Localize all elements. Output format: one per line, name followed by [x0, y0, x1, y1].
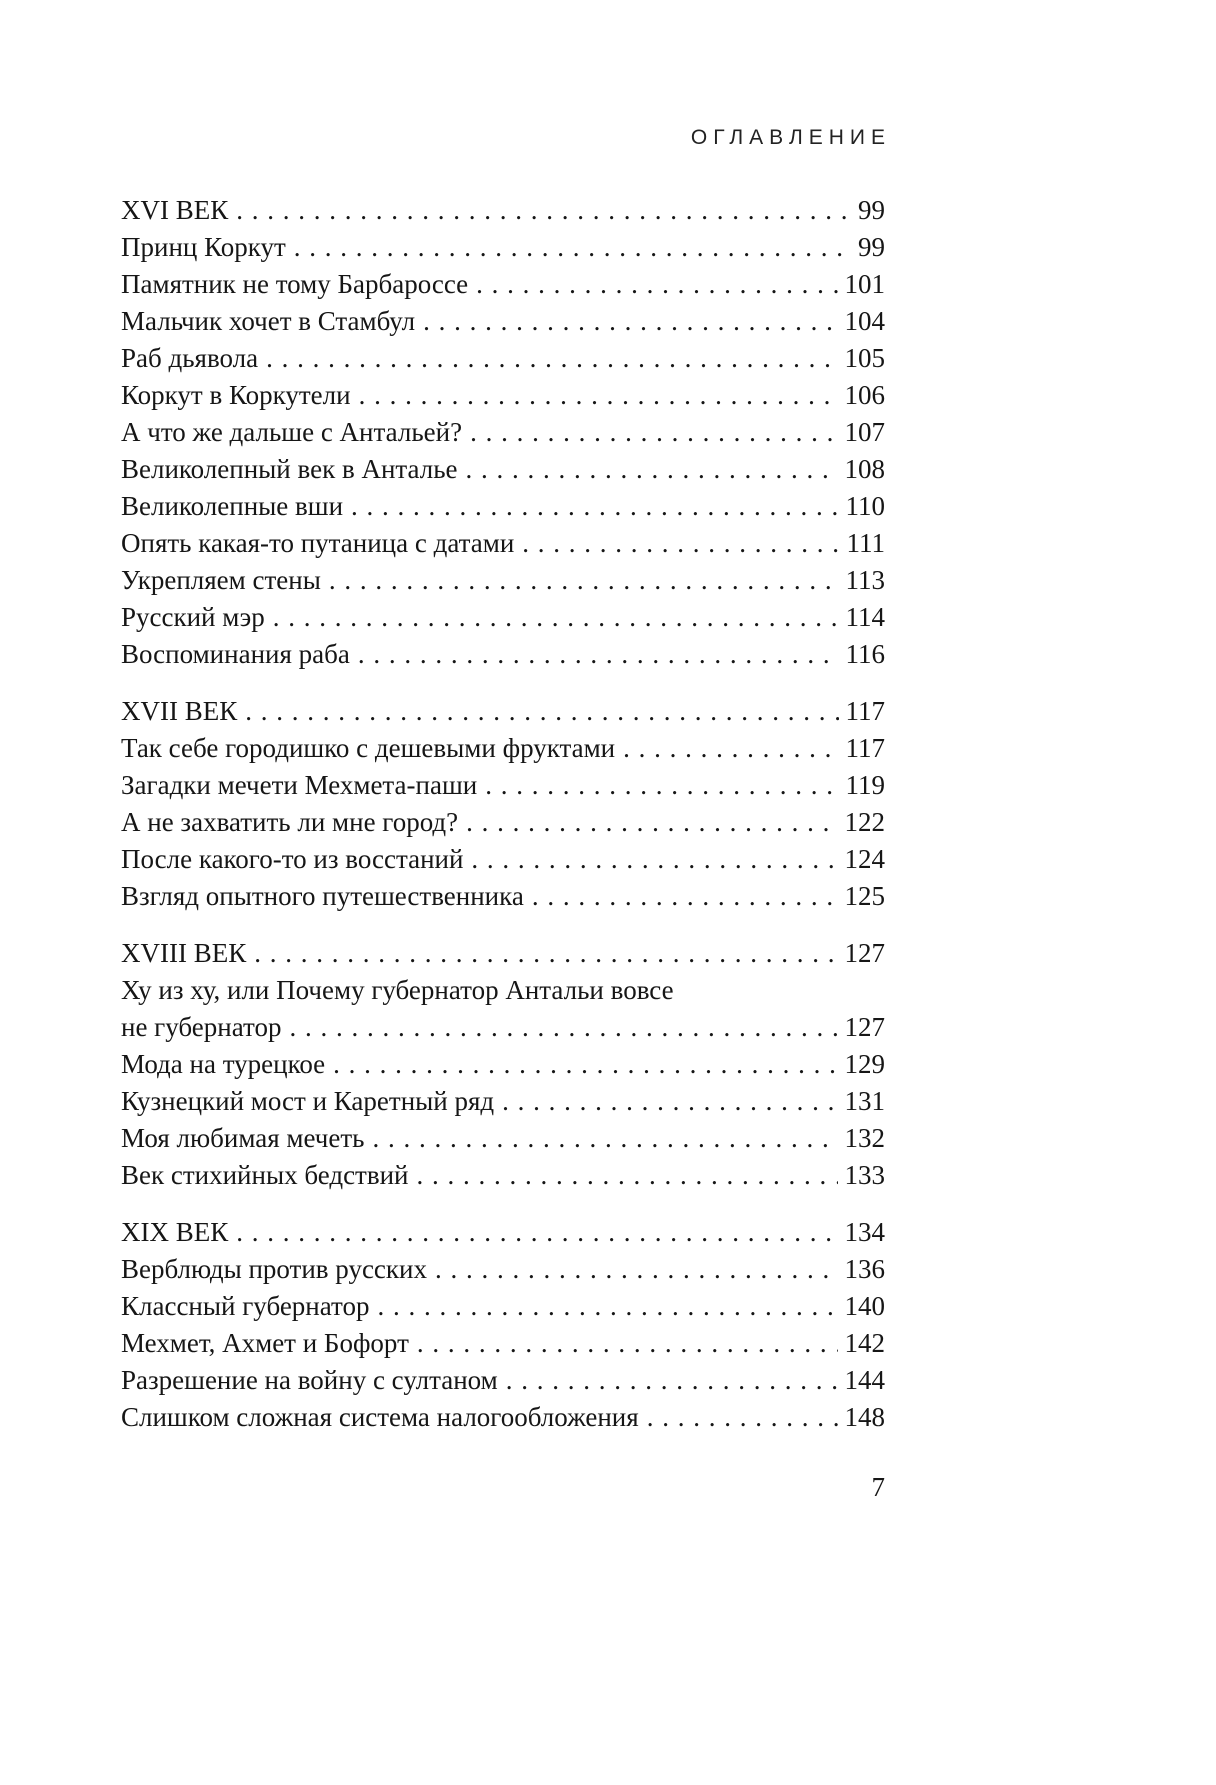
toc-entry — [121, 1214, 885, 1251]
toc-dot-leader — [289, 1009, 837, 1046]
toc-dot-leader — [236, 192, 851, 229]
toc-entry-title: Классный губернатор — [121, 1291, 370, 1321]
page-header — [121, 126, 891, 150]
toc-entry-title: Ху из ху, или Почему губернатор Антальи вовсе — [121, 975, 674, 1005]
toc-entry-page: 117 — [845, 733, 885, 763]
toc-dot-leader — [254, 935, 837, 972]
toc-dot-leader — [266, 340, 837, 377]
toc-entry — [121, 414, 885, 451]
toc-entry-page: 136 — [844, 1254, 885, 1284]
toc-dot-leader — [522, 525, 839, 562]
toc-entry-title: А не захватить ли мне город? — [121, 807, 459, 837]
toc-entry — [121, 1120, 885, 1157]
toc-dot-leader — [532, 878, 838, 915]
toc-entry-title: Кузнецкий мост и Каретный ряд — [121, 1086, 495, 1116]
toc-entry — [121, 525, 885, 562]
toc-entry — [121, 1399, 885, 1436]
toc-entry-title: Раб дьявола — [121, 343, 259, 373]
page-number: 7 — [871, 1472, 885, 1502]
toc-entry-title: Мода на турецкое — [121, 1049, 326, 1079]
toc-entry — [121, 636, 885, 673]
toc-entry — [121, 878, 885, 915]
toc-dot-leader — [294, 229, 851, 266]
toc-dot-leader — [470, 414, 837, 451]
toc-entry-title: Верблюды против русских — [121, 1254, 427, 1284]
toc-entry-title: Памятник не тому Барбароссе — [121, 269, 469, 299]
toc-entry-title: Воспоминания раба — [121, 639, 350, 669]
toc-entry-title: Так себе городишко с дешевыми фруктами — [121, 733, 616, 763]
toc-entry — [121, 303, 885, 340]
toc-entry — [121, 1083, 885, 1120]
toc-entry — [121, 599, 885, 636]
toc-entry — [121, 451, 885, 488]
toc-entry-page: 142 — [844, 1328, 885, 1358]
toc-entry — [121, 972, 885, 1009]
toc-entry — [121, 1157, 885, 1194]
toc-entry — [121, 1251, 885, 1288]
toc-entry — [121, 767, 885, 804]
toc-dot-leader — [485, 767, 838, 804]
toc-section — [121, 693, 885, 915]
toc-entry-page: 127 — [844, 938, 885, 968]
toc-entry-page: 129 — [844, 1049, 885, 1079]
toc-entry-page: 111 — [846, 528, 885, 558]
toc-dot-leader — [647, 1399, 838, 1436]
toc-entry-title: Взгляд опытного путешественника — [121, 881, 524, 911]
toc-entry-title: После какого-то из восстаний — [121, 844, 464, 874]
toc-dot-leader — [273, 599, 839, 636]
toc-entry-page: 131 — [844, 1086, 885, 1116]
toc-entry-title: Загадки мечети Мехмета-паши — [121, 770, 478, 800]
toc-dot-leader — [351, 488, 838, 525]
toc-entry-title: Русский мэр — [121, 602, 265, 632]
toc-entry — [121, 1009, 885, 1046]
toc-entry — [121, 1325, 885, 1362]
toc-dot-leader — [476, 266, 837, 303]
toc-entry-title: Опять какая-то путаница с датами — [121, 528, 515, 558]
toc-entry — [121, 804, 885, 841]
toc-entry-title: XVII ВЕК — [121, 696, 238, 726]
toc-entry-title: Коркут в Коркутели — [121, 380, 351, 410]
toc-dot-leader — [623, 730, 838, 767]
toc-entry-page: 117 — [845, 696, 885, 726]
toc-entry-title: Век стихийных бедствий — [121, 1160, 409, 1190]
toc-dot-leader — [466, 451, 838, 488]
toc-entry-title: Мальчик хочет в Стамбул — [121, 306, 416, 336]
toc-entry-page: 113 — [845, 565, 885, 595]
toc-dot-leader — [471, 841, 837, 878]
toc-entry — [121, 841, 885, 878]
toc-dot-leader — [423, 303, 837, 340]
toc-entry — [121, 693, 885, 730]
toc-dot-leader — [333, 1046, 837, 1083]
toc-entry-page: 106 — [844, 380, 885, 410]
toc-entry-page: 105 — [844, 343, 885, 373]
toc-dot-leader — [502, 1083, 837, 1120]
toc-entry-page: 116 — [845, 639, 885, 669]
toc-dot-leader — [372, 1120, 837, 1157]
toc-entry — [121, 730, 885, 767]
toc-entry-page: 119 — [845, 770, 885, 800]
toc-entry — [121, 488, 885, 525]
toc-entry-page: 148 — [844, 1402, 885, 1432]
toc-section — [121, 1214, 885, 1436]
toc-entry-title: Моя любимая мечеть — [121, 1123, 365, 1153]
toc-dot-leader — [417, 1325, 838, 1362]
toc-dot-leader — [417, 1157, 838, 1194]
toc-dot-leader — [245, 693, 838, 730]
toc-entry-page: 140 — [844, 1291, 885, 1321]
toc-entry-page: 104 — [844, 306, 885, 336]
toc-entry-page: 107 — [844, 417, 885, 447]
toc-dot-leader — [236, 1214, 837, 1251]
toc-entry — [121, 377, 885, 414]
toc-entry-title: А что же дальше с Антальей? — [121, 417, 463, 447]
toc-section — [121, 192, 885, 673]
toc-entry-title: Мехмет, Ахмет и Бофорт — [121, 1328, 409, 1358]
toc-entry-page: 114 — [845, 602, 885, 632]
toc-heading: ОГЛАВЛЕНИЕ — [690, 126, 891, 149]
toc-entry-title: Разрешение на войну с султаном — [121, 1365, 498, 1395]
toc-entry — [121, 229, 885, 266]
toc-dot-leader — [359, 377, 838, 414]
toc-entry-page: 133 — [844, 1160, 885, 1190]
toc-entry — [121, 562, 885, 599]
toc-dot-leader — [358, 636, 839, 673]
toc-entry-title: не губернатор — [121, 1012, 282, 1042]
toc-entry-page: 127 — [844, 1012, 885, 1042]
toc-entry-page: 101 — [844, 269, 885, 299]
toc-entry — [121, 1288, 885, 1325]
toc-entry — [121, 1046, 885, 1083]
toc-entry-page: 144 — [844, 1365, 885, 1395]
toc-entry — [121, 266, 885, 303]
toc-entry-page: 99 — [858, 232, 885, 262]
toc-entry-page: 134 — [844, 1217, 885, 1247]
toc-dot-leader — [329, 562, 839, 599]
toc-dot-leader — [506, 1362, 838, 1399]
toc-entry-page: 122 — [844, 807, 885, 837]
toc-entry-title: Принц Коркут — [121, 232, 286, 262]
toc-dot-leader — [377, 1288, 837, 1325]
toc-dot-leader — [466, 804, 837, 841]
toc-entry-page: 110 — [845, 491, 885, 521]
toc-list — [121, 192, 885, 1436]
toc-entry — [121, 1362, 885, 1399]
toc-entry-page: 125 — [844, 881, 885, 911]
toc-entry-title: XIX ВЕК — [121, 1217, 229, 1247]
toc-entry-title: XVI ВЕК — [121, 195, 229, 225]
toc-entry-page: 132 — [844, 1123, 885, 1153]
toc-entry-title: Слишком сложная система налогообложения — [121, 1402, 639, 1432]
toc-entry-page: 99 — [858, 195, 885, 225]
toc-entry-title: Великолепный век в Анталье — [121, 454, 458, 484]
toc-entry — [121, 340, 885, 377]
toc-dot-leader — [435, 1251, 838, 1288]
toc-entry-page: 108 — [844, 454, 885, 484]
toc-entry-title: Великолепные вши — [121, 491, 344, 521]
toc-entry-title: XVIII ВЕК — [121, 938, 247, 968]
toc-entry — [121, 935, 885, 972]
toc-section — [121, 935, 885, 1194]
toc-entry — [121, 192, 885, 229]
toc-entry-title: Укрепляем стены — [121, 565, 321, 595]
toc-entry-page: 124 — [844, 844, 885, 874]
